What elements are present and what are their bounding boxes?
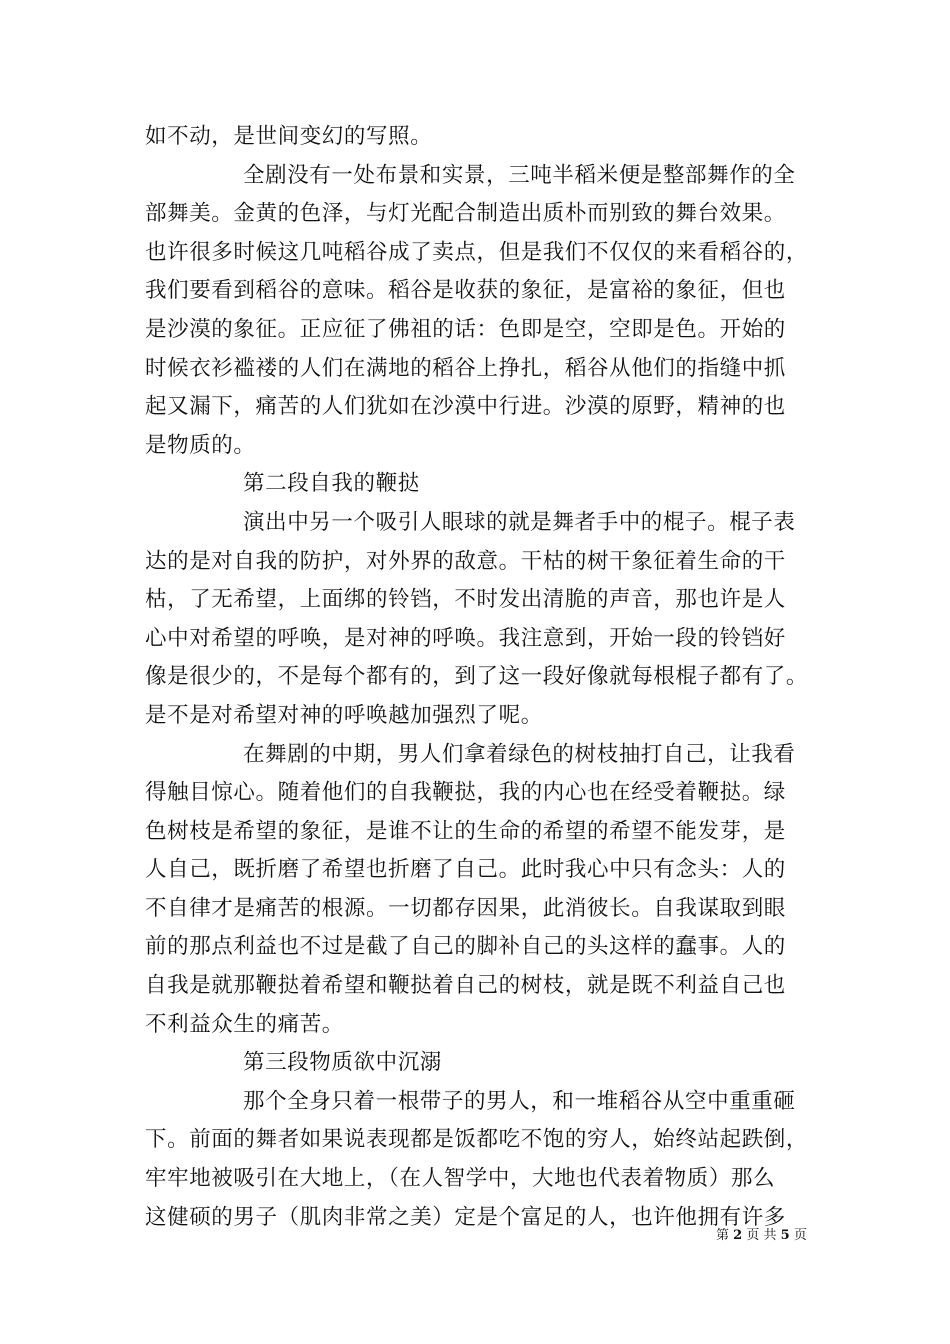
text-line: 下。前面的舞者如果说表现都是饭都吃不饱的穷人，始终站起跌倒， [145, 1127, 809, 1153]
footer-suffix: 页 [793, 1228, 807, 1243]
footer-prefix: 第 [716, 1228, 730, 1243]
text-line: 是不是对希望对神的呼唤越加强烈了呢。 [145, 702, 543, 728]
section-heading-3: 第三段物质欲中沉溺 [243, 1050, 442, 1076]
text-line: 色树枝是希望的象征，是谁不让的生命的希望的希望不能发芽，是 [145, 818, 786, 844]
text-line: 枯，了无希望，上面绑的铃铛，不时发出清脆的声音，那也许是人 [145, 587, 786, 613]
text-line: 牢牢地被吸引在大地上，（在人智学中，大地也代表着物质）那么 [145, 1166, 776, 1192]
text-line: 也许很多时候这几吨稻谷成了卖点，但是我们不仅仅的来看稻谷的， [145, 239, 809, 265]
total-page-number: 5 [780, 1228, 790, 1243]
text-line: 不利益众生的痛苦。 [145, 1011, 344, 1037]
text-line: 时候衣衫褴褛的人们在满地的稻谷上挣扎，稻谷从他们的指缝中抓 [145, 355, 786, 381]
section-heading-2: 第二段自我的鞭挞 [243, 471, 420, 497]
text-line: 自我是就那鞭挞着希望和鞭挞着自己的树枝，就是既不利益自己也 [145, 973, 786, 999]
paragraph-start-line: 在舞剧的中期，男人们拿着绿色的树枝抽打自己，让我看 [243, 741, 796, 767]
paragraph-start-line: 那个全身只着一根带子的男人，和一堆稻谷从空中重重砸 [243, 1088, 796, 1114]
text-line: 前的那点利益也不过是截了自己的脚补自己的头这样的蠢事。人的 [145, 934, 786, 960]
text-line: 如不动，是世间变幻的写照。 [145, 124, 433, 149]
text-line: 像是很少的，不是每个都有的，到了这一段好像就每根棍子都有了。 [145, 664, 809, 690]
text-line: 我们要看到稻谷的意味。稻谷是收获的象征，是富裕的象征，但也 [145, 278, 786, 304]
text-line: 是沙漠的象征。正应征了佛祖的话：色即是空，空即是色。开始的 [145, 316, 786, 342]
text-line: 部舞美。金黄的色泽，与灯光配合制造出质朴而别致的舞台效果。 [145, 201, 786, 227]
text-line: 达的是对自我的防护，对外界的敌意。干枯的树干象征着生命的干 [145, 548, 786, 574]
current-page-number: 2 [733, 1228, 743, 1243]
text-line: 这健硕的男子（肌肉非常之美）定是个富足的人，也许他拥有许多 [145, 1204, 786, 1230]
text-line: 心中对希望的呼唤，是对神的呼唤。我注意到，开始一段的铃铛好 [145, 625, 786, 651]
text-line: 人自己，既折磨了希望也折磨了自己。此时我心中只有念头：人的 [145, 857, 786, 883]
paragraph-start-line: 演出中另一个吸引人眼球的就是舞者手中的棍子。棍子表 [243, 509, 796, 535]
page-number-footer [716, 1228, 807, 1244]
body-text [145, 118, 809, 1237]
text-line: 得触目惊心。随着他们的自我鞭挞，我的内心也在经受着鞭挞。绿 [145, 780, 786, 806]
paragraph-start-line: 全剧没有一处布景和实景，三吨半稻米便是整部舞作的全 [243, 162, 796, 188]
footer-middle: 页 共 [746, 1228, 777, 1243]
text-line: 是物质的。 [145, 432, 256, 458]
text-line: 不自律才是痛苦的根源。一切都存因果，此消彼长。自我谋取到眼 [145, 895, 786, 921]
text-line: 起又漏下，痛苦的人们犹如在沙漠中行进。沙漠的原野，精神的也 [145, 394, 786, 420]
